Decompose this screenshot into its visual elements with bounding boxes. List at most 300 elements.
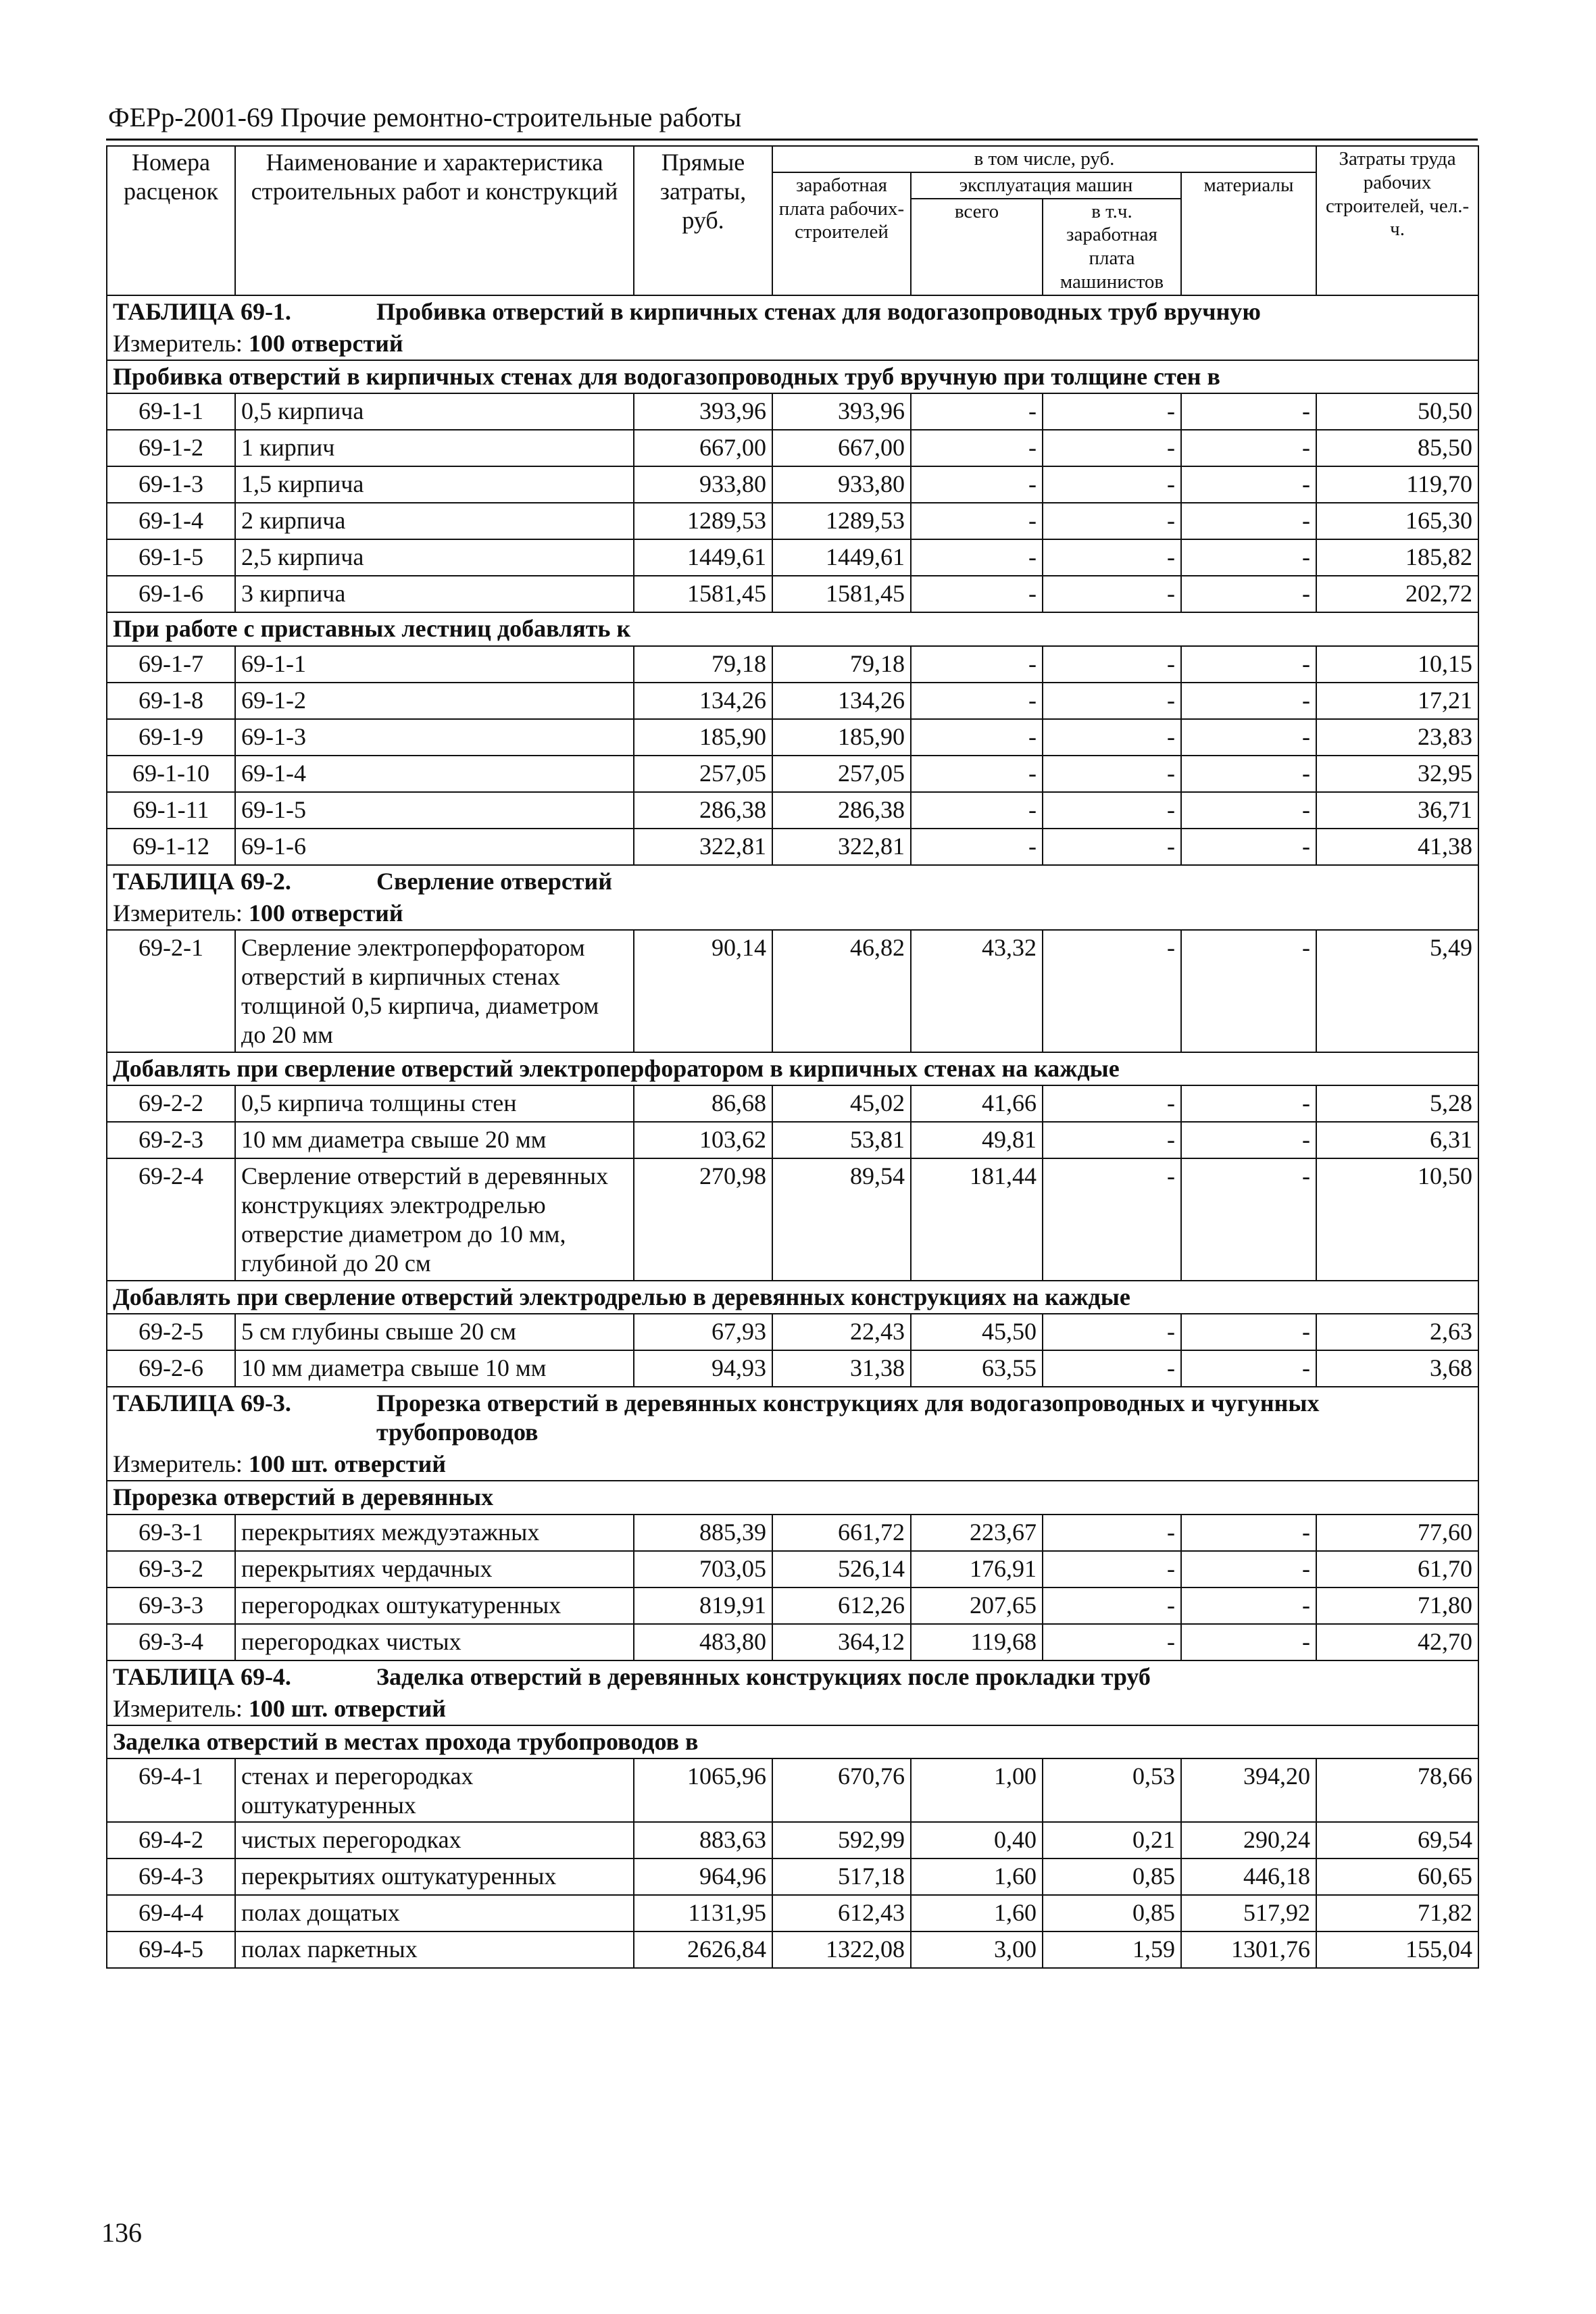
- wage-cost: 1322,08: [772, 1931, 911, 1968]
- table-row: [107, 683, 1478, 719]
- table-row: [107, 792, 1478, 829]
- direct-cost: 703,05: [634, 1551, 772, 1587]
- table-row: [107, 1350, 1478, 1387]
- table-row: [107, 1931, 1478, 1968]
- machines-cost: -: [911, 466, 1043, 503]
- machinist-wage: -: [1043, 646, 1181, 683]
- section-heading: Заделка отверстий в местах прохода трубопроводов в: [107, 1725, 1478, 1758]
- labor-hours: 155,04: [1316, 1931, 1478, 1968]
- table-number: ТАБЛИЦА 69-2.: [113, 867, 291, 895]
- rate-code: 69-1-5: [107, 539, 235, 576]
- materials-cost: 394,20: [1181, 1758, 1316, 1822]
- rate-code: 69-1-12: [107, 829, 235, 865]
- measure-row: [107, 1693, 1478, 1725]
- work-name: Сверление отверстий в деревянных конструкциях электродрелью отверстие диаметром до 10 мм, глубиной до 20 см: [235, 1158, 634, 1281]
- table-row: [107, 466, 1478, 503]
- machines-cost: -: [911, 683, 1043, 719]
- wage-cost: 1581,45: [772, 576, 911, 612]
- measure: [107, 1693, 1478, 1725]
- direct-cost: 1289,53: [634, 503, 772, 539]
- measure: [107, 1448, 1478, 1481]
- measure: [107, 897, 1478, 930]
- table-row: [107, 1587, 1478, 1624]
- table-row: [107, 1858, 1478, 1895]
- machinist-wage: -: [1043, 539, 1181, 576]
- machines-cost: 0,40: [911, 1822, 1043, 1858]
- rate-code: 69-4-2: [107, 1822, 235, 1858]
- labor-hours: 5,28: [1316, 1085, 1478, 1122]
- labor-hours: 85,50: [1316, 430, 1478, 466]
- machines-cost: 45,50: [911, 1314, 1043, 1350]
- table-title: [107, 1387, 1478, 1448]
- labor-hours: 185,82: [1316, 539, 1478, 576]
- table-row: [107, 576, 1478, 612]
- work-name: 1 кирпич: [235, 430, 634, 466]
- section-heading: Добавлять при сверление отверстий электродрелью в деревянных конструкциях на каждые: [107, 1281, 1478, 1314]
- materials-cost: -: [1181, 1158, 1316, 1281]
- rate-code: 69-2-4: [107, 1158, 235, 1281]
- materials-cost: 517,92: [1181, 1895, 1316, 1931]
- page-header: ФЕРр-2001-69 Прочие ремонтно-строительные работы: [108, 102, 742, 132]
- measure-value: 100 шт. отверстий: [248, 1450, 447, 1478]
- labor-hours: 36,71: [1316, 792, 1478, 829]
- rate-code: 69-2-1: [107, 930, 235, 1052]
- table-row: [107, 1122, 1478, 1158]
- work-name: 10 мм диаметра свыше 20 мм: [235, 1122, 634, 1158]
- table-row: [107, 1551, 1478, 1587]
- direct-cost: 1131,95: [634, 1895, 772, 1931]
- machines-cost: 49,81: [911, 1122, 1043, 1158]
- rate-code: 69-1-4: [107, 503, 235, 539]
- measure-value: 100 шт. отверстий: [248, 1694, 447, 1722]
- wage-cost: 89,54: [772, 1158, 911, 1281]
- materials-cost: -: [1181, 1587, 1316, 1624]
- section-heading-row: [107, 1481, 1478, 1514]
- section-heading: Прорезка отверстий в деревянных: [107, 1481, 1478, 1514]
- work-name: чистых перегородках: [235, 1822, 634, 1858]
- labor-hours: 202,72: [1316, 576, 1478, 612]
- labor-hours: 61,70: [1316, 1551, 1478, 1587]
- wage-cost: 286,38: [772, 792, 911, 829]
- machinist-wage: -: [1043, 792, 1181, 829]
- materials-cost: -: [1181, 792, 1316, 829]
- section-heading: Добавлять при сверление отверстий электроперфоратором в кирпичных стенах на каждые: [107, 1052, 1478, 1085]
- col-labor-header: Затраты труда рабочих строителей, чел.-ч.: [1316, 146, 1478, 295]
- measure-value: 100 отверстий: [248, 329, 403, 357]
- measure-row: [107, 1448, 1478, 1481]
- rate-code: 69-3-4: [107, 1624, 235, 1660]
- rate-code: 69-2-3: [107, 1122, 235, 1158]
- direct-cost: 94,93: [634, 1350, 772, 1387]
- table-caption: Сверление отверстий: [376, 867, 612, 895]
- work-name: перегородках оштукатуренных: [235, 1587, 634, 1624]
- rate-code: 69-1-3: [107, 466, 235, 503]
- col-incl-header: в том числе, руб.: [772, 146, 1316, 172]
- direct-cost: 667,00: [634, 430, 772, 466]
- rate-code: 69-1-2: [107, 430, 235, 466]
- machinist-wage: -: [1043, 1624, 1181, 1660]
- table-row: [107, 719, 1478, 756]
- labor-hours: 2,63: [1316, 1314, 1478, 1350]
- labor-hours: 6,31: [1316, 1122, 1478, 1158]
- wage-cost: 257,05: [772, 756, 911, 792]
- table-row: [107, 503, 1478, 539]
- machinist-wage: -: [1043, 683, 1181, 719]
- machinist-wage: -: [1043, 1314, 1181, 1350]
- wage-cost: 46,82: [772, 930, 911, 1052]
- wage-cost: 661,72: [772, 1515, 911, 1551]
- table-row: [107, 393, 1478, 430]
- direct-cost: 185,90: [634, 719, 772, 756]
- work-name: перекрытиях междуэтажных: [235, 1515, 634, 1551]
- materials-cost: -: [1181, 430, 1316, 466]
- machinist-wage: 0,85: [1043, 1895, 1181, 1931]
- work-name: перекрытиях чердачных: [235, 1551, 634, 1587]
- materials-cost: -: [1181, 539, 1316, 576]
- machinist-wage: -: [1043, 1515, 1181, 1551]
- work-name: Сверление электроперфоратором отверстий в кирпичных стенах толщиной 0,5 кирпича, диаметром до 20 мм: [235, 930, 634, 1052]
- machines-cost: 176,91: [911, 1551, 1043, 1587]
- page-number: 136: [101, 2217, 142, 2248]
- wage-cost: 526,14: [772, 1551, 911, 1587]
- machines-cost: 3,00: [911, 1931, 1043, 1968]
- table-title-row: [107, 295, 1478, 328]
- col-code-header: Номера расценок: [107, 146, 235, 295]
- machinist-wage: -: [1043, 1551, 1181, 1587]
- table-row: [107, 1822, 1478, 1858]
- section-heading-row: [107, 1725, 1478, 1758]
- machines-cost: 1,00: [911, 1758, 1043, 1822]
- materials-cost: -: [1181, 1085, 1316, 1122]
- direct-cost: 286,38: [634, 792, 772, 829]
- table-row: [107, 1895, 1478, 1931]
- work-name: 69-1-2: [235, 683, 634, 719]
- machinist-wage: 1,59: [1043, 1931, 1181, 1968]
- labor-hours: 17,21: [1316, 683, 1478, 719]
- work-name: 3 кирпича: [235, 576, 634, 612]
- direct-cost: 90,14: [634, 930, 772, 1052]
- measure-row: [107, 897, 1478, 930]
- col-machines-total-header: всего: [911, 199, 1043, 295]
- labor-hours: 165,30: [1316, 503, 1478, 539]
- labor-hours: 77,60: [1316, 1515, 1478, 1551]
- rate-code: 69-1-10: [107, 756, 235, 792]
- machines-cost: -: [911, 719, 1043, 756]
- work-name: 0,5 кирпича толщины стен: [235, 1085, 634, 1122]
- table-row: [107, 430, 1478, 466]
- machines-cost: -: [911, 430, 1043, 466]
- machines-cost: 63,55: [911, 1350, 1043, 1387]
- machines-cost: 1,60: [911, 1858, 1043, 1895]
- machinist-wage: -: [1043, 1587, 1181, 1624]
- rate-code: 69-1-1: [107, 393, 235, 430]
- labor-hours: 71,82: [1316, 1895, 1478, 1931]
- col-wage-header: заработная плата рабочих-строителей: [772, 172, 911, 295]
- wage-cost: 185,90: [772, 719, 911, 756]
- labor-hours: 23,83: [1316, 719, 1478, 756]
- direct-cost: 964,96: [634, 1858, 772, 1895]
- direct-cost: 1065,96: [634, 1758, 772, 1822]
- materials-cost: -: [1181, 466, 1316, 503]
- table-row: [107, 756, 1478, 792]
- machinist-wage: -: [1043, 1158, 1181, 1281]
- work-name: полах паркетных: [235, 1931, 634, 1968]
- machines-cost: -: [911, 829, 1043, 865]
- section-heading-row: [107, 360, 1478, 393]
- direct-cost: 134,26: [634, 683, 772, 719]
- table-row: [107, 646, 1478, 683]
- work-name: 69-1-1: [235, 646, 634, 683]
- machinist-wage: -: [1043, 1350, 1181, 1387]
- rate-code: 69-1-11: [107, 792, 235, 829]
- work-name: 0,5 кирпича: [235, 393, 634, 430]
- materials-cost: -: [1181, 719, 1316, 756]
- table-caption: Заделка отверстий в деревянных конструкциях после прокладки труб: [376, 1663, 1151, 1690]
- direct-cost: 885,39: [634, 1515, 772, 1551]
- work-name: 10 мм диаметра свыше 10 мм: [235, 1350, 634, 1387]
- materials-cost: 290,24: [1181, 1822, 1316, 1858]
- materials-cost: -: [1181, 576, 1316, 612]
- direct-cost: 322,81: [634, 829, 772, 865]
- wage-cost: 670,76: [772, 1758, 911, 1822]
- table-title: [107, 865, 1478, 897]
- rate-code: 69-4-4: [107, 1895, 235, 1931]
- rate-code: 69-4-3: [107, 1858, 235, 1895]
- measure-value: 100 отверстий: [248, 899, 403, 927]
- wage-cost: 53,81: [772, 1122, 911, 1158]
- machinist-wage: -: [1043, 719, 1181, 756]
- rate-code: 69-2-5: [107, 1314, 235, 1350]
- table-row: [107, 1758, 1478, 1822]
- labor-hours: 119,70: [1316, 466, 1478, 503]
- measure-row: [107, 328, 1478, 360]
- labor-hours: 5,49: [1316, 930, 1478, 1052]
- machines-cost: 43,32: [911, 930, 1043, 1052]
- machines-cost: 181,44: [911, 1158, 1043, 1281]
- wage-cost: 45,02: [772, 1085, 911, 1122]
- measure-label: Измеритель:: [113, 1450, 243, 1478]
- rate-code: 69-3-2: [107, 1551, 235, 1587]
- work-name: перегородках чистых: [235, 1624, 634, 1660]
- materials-cost: -: [1181, 756, 1316, 792]
- materials-cost: -: [1181, 930, 1316, 1052]
- machinist-wage: -: [1043, 430, 1181, 466]
- work-name: 69-1-5: [235, 792, 634, 829]
- machines-cost: -: [911, 503, 1043, 539]
- machines-cost: 41,66: [911, 1085, 1043, 1122]
- work-name: 2,5 кирпича: [235, 539, 634, 576]
- rate-code: 69-1-6: [107, 576, 235, 612]
- machines-cost: -: [911, 792, 1043, 829]
- measure-label: Измеритель:: [113, 899, 243, 927]
- machines-cost: -: [911, 576, 1043, 612]
- col-machines-wage-header: в т.ч. заработная плата машинистов: [1043, 199, 1181, 295]
- table-row: [107, 539, 1478, 576]
- machinist-wage: 0,21: [1043, 1822, 1181, 1858]
- machines-cost: -: [911, 646, 1043, 683]
- table-number: ТАБЛИЦА 69-4.: [113, 1663, 291, 1690]
- section-heading-row: [107, 1281, 1478, 1314]
- work-name: перекрытиях оштукатуренных: [235, 1858, 634, 1895]
- materials-cost: -: [1181, 1122, 1316, 1158]
- direct-cost: 86,68: [634, 1085, 772, 1122]
- direct-cost: 483,80: [634, 1624, 772, 1660]
- labor-hours: 69,54: [1316, 1822, 1478, 1858]
- rate-code: 69-1-7: [107, 646, 235, 683]
- wage-cost: 393,96: [772, 393, 911, 430]
- direct-cost: 819,91: [634, 1587, 772, 1624]
- section-heading-row: [107, 612, 1478, 645]
- wage-cost: 22,43: [772, 1314, 911, 1350]
- machinist-wage: -: [1043, 930, 1181, 1052]
- materials-cost: -: [1181, 1515, 1316, 1551]
- table-caption: Прорезка отверстий в деревянных конструкциях для водогазопроводных и чугунных трубопроводов: [376, 1389, 1320, 1446]
- machines-cost: -: [911, 393, 1043, 430]
- table-row: [107, 1314, 1478, 1350]
- direct-cost: 79,18: [634, 646, 772, 683]
- col-direct-header: Прямые затраты, руб.: [634, 146, 772, 295]
- materials-cost: 1301,76: [1181, 1931, 1316, 1968]
- direct-cost: 393,96: [634, 393, 772, 430]
- wage-cost: 592,99: [772, 1822, 911, 1858]
- labor-hours: 10,50: [1316, 1158, 1478, 1281]
- wage-cost: 322,81: [772, 829, 911, 865]
- labor-hours: 32,95: [1316, 756, 1478, 792]
- table-row: [107, 1515, 1478, 1551]
- labor-hours: 10,15: [1316, 646, 1478, 683]
- section-heading: При работе с приставных лестниц добавлять к: [107, 612, 1478, 645]
- rate-code: 69-3-1: [107, 1515, 235, 1551]
- labor-hours: 71,80: [1316, 1587, 1478, 1624]
- direct-cost: 270,98: [634, 1158, 772, 1281]
- col-machines-header: эксплуатация машин: [911, 172, 1181, 199]
- work-name: 5 см глубины свыше 20 см: [235, 1314, 634, 1350]
- rate-code: 69-1-8: [107, 683, 235, 719]
- table-title-row: [107, 1387, 1478, 1448]
- wage-cost: 31,38: [772, 1350, 911, 1387]
- measure-label: Измеритель:: [113, 1694, 243, 1722]
- measure-label: Измеритель:: [113, 329, 243, 357]
- direct-cost: 883,63: [634, 1822, 772, 1858]
- work-name: 69-1-4: [235, 756, 634, 792]
- materials-cost: -: [1181, 1624, 1316, 1660]
- direct-cost: 2626,84: [634, 1931, 772, 1968]
- machinist-wage: -: [1043, 829, 1181, 865]
- machinist-wage: -: [1043, 503, 1181, 539]
- materials-cost: -: [1181, 503, 1316, 539]
- labor-hours: 50,50: [1316, 393, 1478, 430]
- machines-cost: 119,68: [911, 1624, 1043, 1660]
- materials-cost: -: [1181, 829, 1316, 865]
- machines-cost: -: [911, 756, 1043, 792]
- table-title: [107, 295, 1478, 328]
- machinist-wage: -: [1043, 393, 1181, 430]
- table-title-row: [107, 865, 1478, 897]
- machinist-wage: 0,53: [1043, 1758, 1181, 1822]
- work-name: стенах и перегородках оштукатуренных: [235, 1758, 634, 1822]
- work-name: 69-1-6: [235, 829, 634, 865]
- machines-cost: 1,60: [911, 1895, 1043, 1931]
- table-number: ТАБЛИЦА 69-1.: [113, 297, 291, 325]
- labor-hours: 60,65: [1316, 1858, 1478, 1895]
- wage-cost: 667,00: [772, 430, 911, 466]
- wage-cost: 517,18: [772, 1858, 911, 1895]
- direct-cost: 1449,61: [634, 539, 772, 576]
- work-name: 69-1-3: [235, 719, 634, 756]
- labor-hours: 78,66: [1316, 1758, 1478, 1822]
- table-caption: Пробивка отверстий в кирпичных стенах для водогазопроводных труб вручную: [376, 297, 1261, 325]
- wage-cost: 79,18: [772, 646, 911, 683]
- machinist-wage: -: [1043, 466, 1181, 503]
- wage-cost: 1289,53: [772, 503, 911, 539]
- table-title-row: [107, 1660, 1478, 1693]
- direct-cost: 257,05: [634, 756, 772, 792]
- machinist-wage: -: [1043, 756, 1181, 792]
- price-table: [106, 145, 1479, 1969]
- wage-cost: 612,26: [772, 1587, 911, 1624]
- section-heading-row: [107, 1052, 1478, 1085]
- machines-cost: 207,65: [911, 1587, 1043, 1624]
- materials-cost: -: [1181, 1314, 1316, 1350]
- section-heading: Пробивка отверстий в кирпичных стенах для водогазопроводных труб вручную при толщине стен в: [107, 360, 1478, 393]
- materials-cost: -: [1181, 393, 1316, 430]
- direct-cost: 1581,45: [634, 576, 772, 612]
- machines-cost: 223,67: [911, 1515, 1043, 1551]
- rate-code: 69-1-9: [107, 719, 235, 756]
- rate-code: 69-4-1: [107, 1758, 235, 1822]
- materials-cost: -: [1181, 646, 1316, 683]
- table-title: [107, 1660, 1478, 1693]
- materials-cost: -: [1181, 1551, 1316, 1587]
- wage-cost: 933,80: [772, 466, 911, 503]
- wage-cost: 1449,61: [772, 539, 911, 576]
- header-rule: [106, 139, 1478, 141]
- table-row: [107, 930, 1478, 1052]
- col-materials-header: материалы: [1181, 172, 1316, 295]
- wage-cost: 134,26: [772, 683, 911, 719]
- col-name-header: Наименование и характеристика строительных работ и конструкций: [235, 146, 634, 295]
- work-name: 1,5 кирпича: [235, 466, 634, 503]
- table-row: [107, 1085, 1478, 1122]
- rate-code: 69-2-6: [107, 1350, 235, 1387]
- machinist-wage: 0,85: [1043, 1858, 1181, 1895]
- rate-code: 69-2-2: [107, 1085, 235, 1122]
- table-number: ТАБЛИЦА 69-3.: [113, 1389, 291, 1417]
- table-row: [107, 829, 1478, 865]
- machinist-wage: -: [1043, 576, 1181, 612]
- labor-hours: 41,38: [1316, 829, 1478, 865]
- direct-cost: 933,80: [634, 466, 772, 503]
- machines-cost: -: [911, 539, 1043, 576]
- materials-cost: -: [1181, 683, 1316, 719]
- rate-code: 69-3-3: [107, 1587, 235, 1624]
- materials-cost: 446,18: [1181, 1858, 1316, 1895]
- direct-cost: 103,62: [634, 1122, 772, 1158]
- machinist-wage: -: [1043, 1085, 1181, 1122]
- direct-cost: 67,93: [634, 1314, 772, 1350]
- wage-cost: 364,12: [772, 1624, 911, 1660]
- measure: [107, 328, 1478, 360]
- work-name: 2 кирпича: [235, 503, 634, 539]
- table-row: [107, 1158, 1478, 1281]
- labor-hours: 42,70: [1316, 1624, 1478, 1660]
- wage-cost: 612,43: [772, 1895, 911, 1931]
- header-row-1: [107, 146, 1478, 172]
- labor-hours: 3,68: [1316, 1350, 1478, 1387]
- rate-code: 69-4-5: [107, 1931, 235, 1968]
- table-row: [107, 1624, 1478, 1660]
- machinist-wage: -: [1043, 1122, 1181, 1158]
